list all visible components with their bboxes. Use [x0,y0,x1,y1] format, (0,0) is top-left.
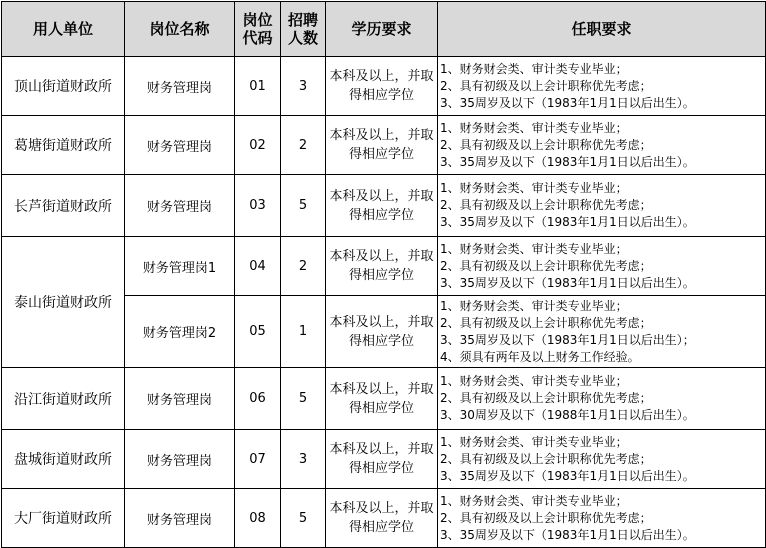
header-count-text: 招聘人数 [287,11,318,47]
code-cell: 08 [235,489,281,548]
table-row [2,237,766,296]
position-cell: 财务管理岗 [125,116,235,175]
education-cell [326,368,438,430]
requirement-line: 1、财务财会类、审计类专业毕业； [440,181,628,195]
requirement-line: 1、财务财会类、审计类专业毕业； [440,374,628,388]
unit-cell: 沿江街道财政所 [2,368,125,430]
requirement-line: 1、财务财会类、审计类专业毕业； [440,434,628,449]
education-text: 本科及以上，并取得相应学位 [329,381,434,416]
position-cell: 财务管理岗 [125,368,235,430]
requirement-line: 1、财务财会类、审计类专业毕业； [440,298,628,313]
requirements-cell [438,296,766,368]
education-text: 本科及以上，并取得相应学位 [329,188,434,223]
table-row [2,430,766,489]
requirement-line: 2、具有初级及以上会计职称优先考虑； [440,198,652,212]
requirements-cell [438,489,766,548]
requirement-line: 2、具有初级及以上会计职称优先考虑； [440,315,652,330]
requirement-line: 1、财务财会类、审计类专业毕业； [440,241,628,256]
position-cell: 财务管理岗 [125,430,235,489]
unit-cell: 泰山街道财政所 [2,237,125,368]
table-row [2,368,766,430]
requirements-cell [438,430,766,489]
requirement-line: 3、35周岁及以下（1983年1月1日以后出生）。 [440,95,695,110]
header-position: 岗位名称 [125,2,235,57]
education-cell [326,489,438,548]
requirement-line: 3、35周岁及以下（1983年1月1日以后出生）； [440,332,695,347]
requirement-line: 2、具有初级及以上会计职称优先考虑； [440,391,652,405]
requirements-cell [438,57,766,116]
position-cell: 财务管理岗 [125,57,235,116]
header-education: 学历要求 [326,2,438,57]
code-cell: 01 [235,57,281,116]
unit-cell: 盘城街道财政所 [2,430,125,489]
code-cell: 02 [235,116,281,175]
requirement-line: 2、具有初级及以上会计职称优先考虑； [440,78,652,93]
header-code-text: 岗位代码 [242,11,273,47]
unit-cell: 大厂街道财政所 [2,489,125,548]
education-text: 本科及以上，并取得相应学位 [329,442,434,476]
count-cell: 1 [281,296,326,368]
code-cell: 06 [235,368,281,430]
education-text: 本科及以上，并取得相应学位 [329,501,434,535]
education-cell [326,296,438,368]
header-code [235,2,281,57]
requirement-line: 3、35周岁及以下（1983年1月1日以后出生）。 [440,154,695,169]
position-cell: 财务管理岗1 [125,237,235,296]
table-row [2,175,766,237]
requirement-line: 1、财务财会类、审计类专业毕业； [440,120,628,135]
count-cell: 2 [281,116,326,175]
requirement-line: 3、35周岁及以下（1983年1月1日以后出生）。 [440,215,695,229]
education-cell [326,116,438,175]
requirement-line: 3、30周岁及以下（1988年1月1日以后出生）。 [440,408,695,422]
requirement-line: 1、财务财会类、审计类专业毕业； [440,493,628,508]
count-cell: 5 [281,368,326,430]
recruitment-table [1,1,766,548]
header-count [281,2,326,57]
table-row [2,116,766,175]
code-cell: 07 [235,430,281,489]
requirements-cell [438,116,766,175]
count-cell: 5 [281,175,326,237]
position-cell: 财务管理岗2 [125,296,235,368]
education-text: 本科及以上，并取得相应学位 [329,69,434,103]
requirement-line: 2、具有初级及以上会计职称优先考虑； [440,258,652,273]
requirement-line: 3、35周岁及以下（1983年1月1日以后出生）。 [440,527,695,542]
unit-cell: 长芦街道财政所 [2,175,125,237]
unit-cell: 顶山街道财政所 [2,57,125,116]
code-cell: 04 [235,237,281,296]
education-text: 本科及以上，并取得相应学位 [329,128,434,162]
requirement-line: 3、35周岁及以下（1983年1月1日以后出生）。 [440,468,695,483]
count-cell: 3 [281,57,326,116]
count-cell: 2 [281,237,326,296]
requirements-cell [438,175,766,237]
unit-cell: 葛塘街道财政所 [2,116,125,175]
education-cell [326,175,438,237]
header-requirements: 任职要求 [438,2,766,57]
requirements-cell [438,237,766,296]
requirement-line: 2、具有初级及以上会计职称优先考虑； [440,451,652,466]
requirements-cell [438,368,766,430]
requirement-line: 2、具有初级及以上会计职称优先考虑； [440,137,652,152]
requirement-line: 1、财务财会类、审计类专业毕业； [440,61,628,76]
count-cell: 5 [281,489,326,548]
code-cell: 03 [235,175,281,237]
education-cell [326,430,438,489]
position-cell: 财务管理岗 [125,175,235,237]
education-text: 本科及以上，并取得相应学位 [329,249,434,283]
requirement-line: 4、须具有两年及以上财务工作经验。 [440,349,640,364]
education-cell [326,57,438,116]
education-text: 本科及以上，并取得相应学位 [329,314,434,349]
education-cell [326,237,438,296]
table-row [2,489,766,548]
count-cell: 3 [281,430,326,489]
table-row [2,57,766,116]
code-cell: 05 [235,296,281,368]
header-row [2,2,766,57]
requirement-line: 2、具有初级及以上会计职称优先考虑； [440,510,652,525]
requirement-line: 3、35周岁及以下（1983年1月1日以后出生）。 [440,275,695,290]
position-cell: 财务管理岗 [125,489,235,548]
header-unit: 用人单位 [2,2,125,57]
